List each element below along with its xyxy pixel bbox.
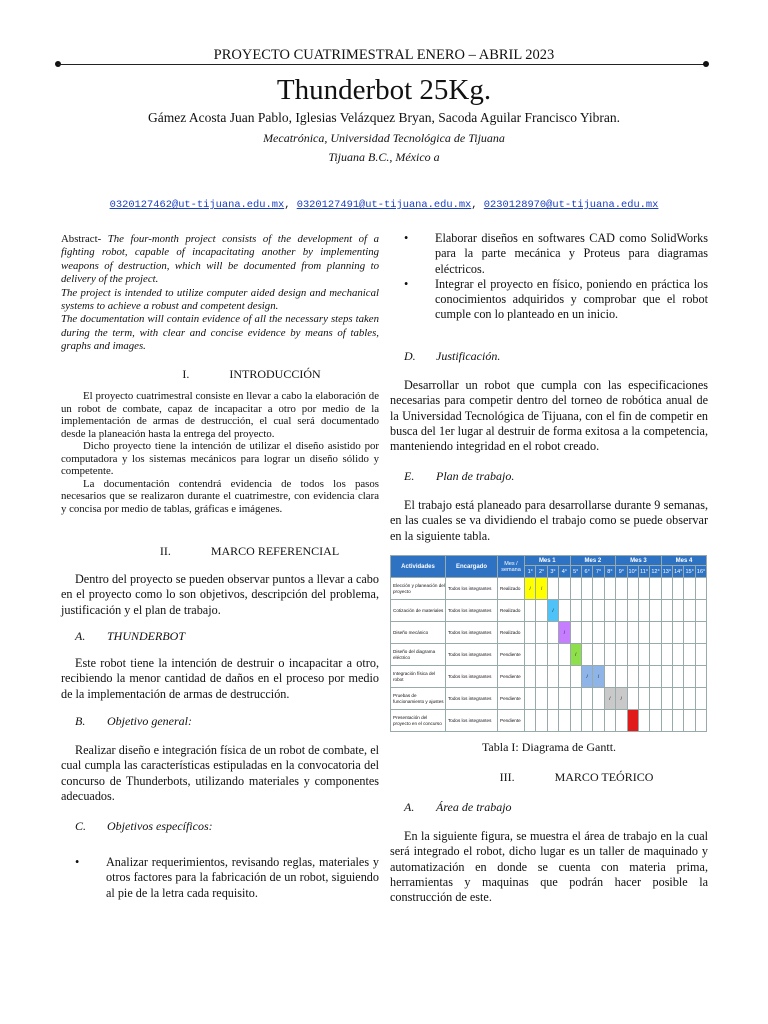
gantt-cell (650, 578, 661, 600)
gantt-week: 1° (525, 566, 536, 578)
gantt-bar-cell: / (525, 578, 536, 600)
abstract-label: Abstract- (61, 233, 102, 245)
gantt-week: 9° (616, 566, 627, 578)
gantt-cell (695, 600, 706, 622)
subheading-letter: B. (75, 714, 86, 728)
gantt-activity: Integración física del robot (391, 666, 446, 688)
gantt-cell (673, 688, 684, 710)
gantt-week: 8° (604, 566, 615, 578)
intro-text (61, 390, 379, 515)
gantt-cell (638, 666, 649, 688)
gantt-cell (627, 600, 638, 622)
gantt-row (391, 622, 707, 644)
abstract-text: The documentation will contain evidence of all the necessary steps taken during the term, with clear and concise evidence by means of tables, graphs and images. (61, 313, 379, 353)
gantt-cell (525, 710, 536, 732)
objetivos-list-right (390, 231, 708, 323)
gantt-owner: Todos los integrantes (446, 710, 498, 732)
gantt-cell (559, 710, 570, 732)
subheading-title: THUNDERBOT (107, 629, 186, 643)
abstract (61, 233, 379, 354)
gantt-cell (638, 644, 649, 666)
gantt-cell (559, 578, 570, 600)
gantt-cell (695, 688, 706, 710)
location: Tijuana B.C., México a (328, 150, 440, 164)
affiliation: Mecatrónica, Universidad Tecnológica de Tijuana (263, 131, 505, 145)
gantt-cell (695, 710, 706, 732)
paragraph: La documentación contendrá evidencia de todos los pasos necesarios que se realizaron durante el cuatrimestre, con evidencia clara y concisa por medio de tablas, gráficas e imágenes. (61, 477, 379, 515)
gantt-cell (525, 600, 536, 622)
gantt-bar-cell: / (536, 578, 547, 600)
gantt-cell (684, 578, 695, 600)
gantt-month: Mes 2 (570, 556, 616, 566)
gantt-cell (627, 666, 638, 688)
gantt-cell (570, 578, 581, 600)
gantt-cell (525, 688, 536, 710)
gantt-cell (525, 666, 536, 688)
gantt-status: Realizado (498, 578, 525, 600)
gantt-status: Pendiente (498, 666, 525, 688)
gantt-owner: Todos los integrantes (446, 688, 498, 710)
gantt-cell (650, 600, 661, 622)
paragraph: El proyecto cuatrimestral consiste en llevar a cabo la elaboración de un robot de combate, capaz de incapacitar a otro por medio de la implementación de armas de destrucción, el cual será documentado desde la planeación hasta la entrega del proyecto. (61, 390, 379, 440)
gantt-cell (536, 710, 547, 732)
list-item-text: Integrar el proyecto en físico, poniendo en práctica los conocimientos adquiridos y comprobar que el robot cumple con lo planteado en un inicio. (435, 276, 708, 322)
paragraph: En la siguiente figura, se muestra el área de trabajo en la cual será integrado el robot, dicho lugar es un taller de maquinado y automatización en donde se cuenta con materia prima, herramientas y maquinas que podrán hacer posible la construcción de este. (390, 829, 708, 905)
gantt-cell (627, 644, 638, 666)
gantt-cell (616, 622, 627, 644)
gantt-bar-cell: / (559, 622, 570, 644)
gantt-cell (650, 666, 661, 688)
gantt-cell (547, 622, 558, 644)
gantt-cell (593, 644, 604, 666)
section-title: MARCO TEÓRICO (554, 770, 654, 784)
subheading-objetivo-general (61, 714, 379, 729)
gantt-cell (627, 578, 638, 600)
gantt-week: 4° (559, 566, 570, 578)
gantt-row (391, 710, 707, 732)
gantt-cell (559, 666, 570, 688)
gantt-activity: Cotización de materiales (391, 600, 446, 622)
list-item (390, 231, 708, 277)
section-number: I. (182, 367, 190, 381)
gantt-cell (525, 644, 536, 666)
gantt-bar-cell: / (570, 644, 581, 666)
gantt-cell (525, 622, 536, 644)
gantt-cell (547, 666, 558, 688)
gantt-cell (695, 578, 706, 600)
gantt-owner: Todos los integrantes (446, 600, 498, 622)
gantt-status: Realizado (498, 600, 525, 622)
gantt-cell (695, 666, 706, 688)
gantt-week: 2° (536, 566, 547, 578)
gantt-cell (684, 666, 695, 688)
gantt-status: Pendiente (498, 688, 525, 710)
list-item (390, 277, 708, 323)
gantt-cell (559, 600, 570, 622)
objetivo-general-text (61, 743, 379, 804)
gantt-cell (536, 688, 547, 710)
gantt-activity: Elección y planeación del proyecto (391, 578, 446, 600)
gantt-cell (593, 578, 604, 600)
justificacion-text (390, 378, 708, 454)
email-link[interactable]: 0320127491@ut-tijuana.edu.mx (296, 199, 472, 211)
gantt-status: Realizado (498, 622, 525, 644)
subheading-plan-de-trabajo (390, 469, 708, 484)
gantt-cell (661, 710, 672, 732)
gantt-cell (638, 710, 649, 732)
gantt-row (391, 644, 707, 666)
gantt-bar-cell: / (581, 666, 592, 688)
gantt-cell (661, 666, 672, 688)
gantt-cell (673, 600, 684, 622)
gantt-cell (570, 600, 581, 622)
thunderbot-text (61, 656, 379, 702)
abstract-text: The four-month project consists of the development of a fighting robot, capable of incapacitating another by implementing weapons of destruction, which will be documented from planning to delivery of the project. (61, 233, 379, 286)
gantt-cell (604, 644, 615, 666)
subheading-title: Objetivo general: (107, 714, 192, 728)
gantt-cell (627, 622, 638, 644)
subheading-justificacion (390, 349, 708, 364)
gantt-cell (547, 688, 558, 710)
gantt-cell (661, 622, 672, 644)
gantt-cell (581, 600, 592, 622)
section-heading-1 (61, 367, 379, 382)
bullet: • (75, 855, 80, 869)
table-caption: Tabla I: Diagrama de Gantt. (481, 740, 617, 754)
gantt-cell (536, 666, 547, 688)
gantt-week: 3° (547, 566, 558, 578)
gantt-cell (616, 666, 627, 688)
gantt-owner: Todos los integrantes (446, 578, 498, 600)
gantt-owner: Todos los integrantes (446, 666, 498, 688)
bullet: • (404, 276, 409, 291)
gantt-row (391, 600, 707, 622)
header-rule (58, 64, 706, 65)
gantt-cell (638, 622, 649, 644)
subheading-title: Justificación. (436, 349, 501, 363)
gantt-cell (593, 600, 604, 622)
gantt-bar-cell: / (604, 688, 615, 710)
marco-referencial-text (61, 572, 379, 618)
gantt-week: 15° (684, 566, 695, 578)
gantt-cell (673, 666, 684, 688)
gantt-status: Pendiente (498, 644, 525, 666)
gantt-cell (559, 644, 570, 666)
gantt-cell (616, 644, 627, 666)
email-link[interactable]: 0230128970@ut-tijuana.edu.mx (483, 199, 659, 211)
gantt-week: 10° (627, 566, 638, 578)
paragraph: El trabajo está planeado para desarrollarse durante 9 semanas, en las cuales se va dividiendo el trabajo como se puede observar en la siguiente tabla. (390, 498, 708, 543)
subheading-thunderbot (61, 629, 379, 644)
gantt-cell (673, 578, 684, 600)
area-de-trabajo-text (390, 829, 708, 905)
gantt-week: 11° (638, 566, 649, 578)
gantt-cell (684, 622, 695, 644)
section-title: INTRODUCCIÓN (229, 367, 321, 381)
gantt-bar-cell (627, 710, 638, 732)
gantt-bar-cell: / (593, 666, 604, 688)
affiliation-block (0, 129, 768, 167)
gantt-cell (581, 710, 592, 732)
gantt-week: 6° (581, 566, 592, 578)
paragraph: Desarrollar un robot que cumpla con las especificaciones necesarias para competir dentro del torneo de robótica anual de la Universidad Tecnológica de Tijuana, con el fin de competir en busca del 1er lugar al destruir de forma exitosa a la competencia, manteniendo integridad en el robot creado. (390, 378, 708, 454)
paragraph: Este robot tiene la intención de destruir o incapacitar a otro, recibiendo la menor cantidad de daños en el proceso por medio de la implementación de armas de destrucción. (61, 656, 379, 701)
gantt-cell (650, 622, 661, 644)
gantt-cell (650, 710, 661, 732)
email-separator: , (471, 199, 478, 211)
gantt-cell (604, 622, 615, 644)
section-number: II. (159, 544, 171, 558)
gantt-cell (536, 600, 547, 622)
gantt-week: 16° (695, 566, 706, 578)
gantt-cell (593, 688, 604, 710)
gantt-cell (536, 644, 547, 666)
subheading-letter: A. (75, 629, 86, 643)
subheading-letter: C. (75, 819, 87, 833)
gantt-cell (650, 644, 661, 666)
subheading-title: Plan de trabajo. (436, 469, 515, 483)
gantt-status: Pendiente (498, 710, 525, 732)
gantt-month: Mes 4 (661, 556, 707, 566)
gantt-cell (673, 710, 684, 732)
subheading-letter: E. (404, 469, 415, 483)
subheading-letter: A. (404, 800, 415, 814)
gantt-cell (593, 710, 604, 732)
subheading-objetivos-especificos (61, 819, 379, 834)
gantt-cell (673, 622, 684, 644)
gantt-cell (559, 688, 570, 710)
list-item (61, 855, 379, 901)
gantt-week: 13° (661, 566, 672, 578)
paragraph: Dicho proyecto tiene la intención de utilizar el diseño asistido por computadora y los sistemas mecánicos para lograr un diseño sólido y competente. (61, 440, 379, 477)
gantt-week: 5° (570, 566, 581, 578)
gantt-cell (638, 578, 649, 600)
gantt-week: 12° (650, 566, 661, 578)
gantt-cell (547, 644, 558, 666)
gantt-cell (581, 578, 592, 600)
gantt-cell (695, 644, 706, 666)
paper-title: Thunderbot 25Kg. (276, 74, 492, 106)
gantt-cell (547, 710, 558, 732)
gantt-week: 14° (673, 566, 684, 578)
paragraph: Realizar diseño e integración física de un robot de combate, el cual cumpla las características estipuladas en la convocatoria del concurso de Thunderbots, utilizando materiales y componentes adecuados. (61, 743, 379, 803)
gantt-cell (547, 578, 558, 600)
gantt-cell (604, 710, 615, 732)
gantt-month: Mes 3 (616, 556, 662, 566)
gantt-cell (661, 688, 672, 710)
email-list (0, 199, 768, 211)
gantt-cell (604, 578, 615, 600)
gantt-cell (570, 622, 581, 644)
list-item-text: Analizar requerimientos, revisando reglas, materiales y otros factores para la fabricación de un robot, siguiendo al pie de la letra cada requisito. (106, 855, 379, 900)
gantt-owner: Todos los integrantes (446, 622, 498, 644)
gantt-cell (673, 644, 684, 666)
gantt-month: Mes 1 (525, 556, 571, 566)
gantt-cell (684, 688, 695, 710)
subheading-title: Área de trabajo (436, 800, 512, 814)
section-title: MARCO REFERENCIAL (210, 544, 340, 558)
plan-de-trabajo-text (390, 498, 708, 544)
bullet: • (404, 231, 409, 245)
gantt-cell (638, 600, 649, 622)
gantt-cell (661, 600, 672, 622)
gantt-row (391, 666, 707, 688)
gantt-bar-cell: / (547, 600, 558, 622)
gantt-cell (616, 600, 627, 622)
gantt-activity: Diseño mecánico (391, 622, 446, 644)
section-heading-3 (390, 770, 708, 785)
gantt-cell (661, 578, 672, 600)
gantt-table-wrap (390, 555, 707, 732)
gantt-bar-cell: / (616, 688, 627, 710)
gantt-cell (604, 600, 615, 622)
abstract-text: The project is intended to utilize computer aided design and mechanical systems to achieve a robust and competent design. (61, 286, 379, 313)
subheading-title: Objetivos específicos: (107, 819, 213, 833)
gantt-cell (616, 578, 627, 600)
author-list: Gámez Acosta Juan Pablo, Iglesias Velázquez Bryan, Sacoda Aguilar Francisco Yibran. (148, 110, 620, 125)
gantt-cell (581, 622, 592, 644)
gantt-cell (627, 688, 638, 710)
gantt-cell (661, 644, 672, 666)
gantt-activity: Presentación del proyecto en el concurso (391, 710, 446, 732)
subheading-letter: D. (404, 349, 416, 363)
gantt-cell (684, 644, 695, 666)
section-number: III. (499, 770, 515, 784)
gantt-table (390, 555, 707, 732)
subheading-area-de-trabajo (390, 800, 708, 815)
gantt-cell (570, 666, 581, 688)
gantt-cell (581, 644, 592, 666)
gantt-cell (536, 622, 547, 644)
email-separator: , (284, 199, 291, 211)
gantt-cell (638, 688, 649, 710)
objetivos-list-left (61, 855, 379, 901)
gantt-cell (570, 688, 581, 710)
gantt-cell (570, 710, 581, 732)
gantt-header-owner: Encargado (446, 556, 498, 578)
list-item-text: Elaborar diseños en softwares CAD como SolidWorks para la parte mecánica y Proteus para diagramas eléctricos. (435, 231, 708, 276)
gantt-cell (604, 666, 615, 688)
gantt-cell (684, 710, 695, 732)
gantt-activity: Diseño del diagrama eléctrico (391, 644, 446, 666)
gantt-row (391, 688, 707, 710)
gantt-cell (695, 622, 706, 644)
email-link[interactable]: 0320127462@ut-tijuana.edu.mx (109, 199, 285, 211)
gantt-activity: Pruebas de funcionamiento y ajustes (391, 688, 446, 710)
gantt-cell (581, 688, 592, 710)
gantt-owner: Todos los integrantes (446, 644, 498, 666)
gantt-cell (684, 600, 695, 622)
gantt-week: 7° (593, 566, 604, 578)
gantt-row (391, 578, 707, 600)
section-heading-2 (61, 544, 379, 559)
running-header: PROYECTO CUATRIMESTRAL ENERO – ABRIL 2023 (213, 47, 555, 63)
gantt-cell (593, 622, 604, 644)
paragraph: Dentro del proyecto se pueden observar puntos a llevar a cabo en el proyecto como lo son objetivos, descripción del problema, justificación y el plan de trabajo. (61, 572, 379, 617)
gantt-cell (650, 688, 661, 710)
gantt-header-activity: Actividades (391, 556, 446, 578)
rule-right-dot (703, 61, 709, 67)
gantt-header-period: Mes / semana (498, 556, 525, 578)
gantt-cell (616, 710, 627, 732)
